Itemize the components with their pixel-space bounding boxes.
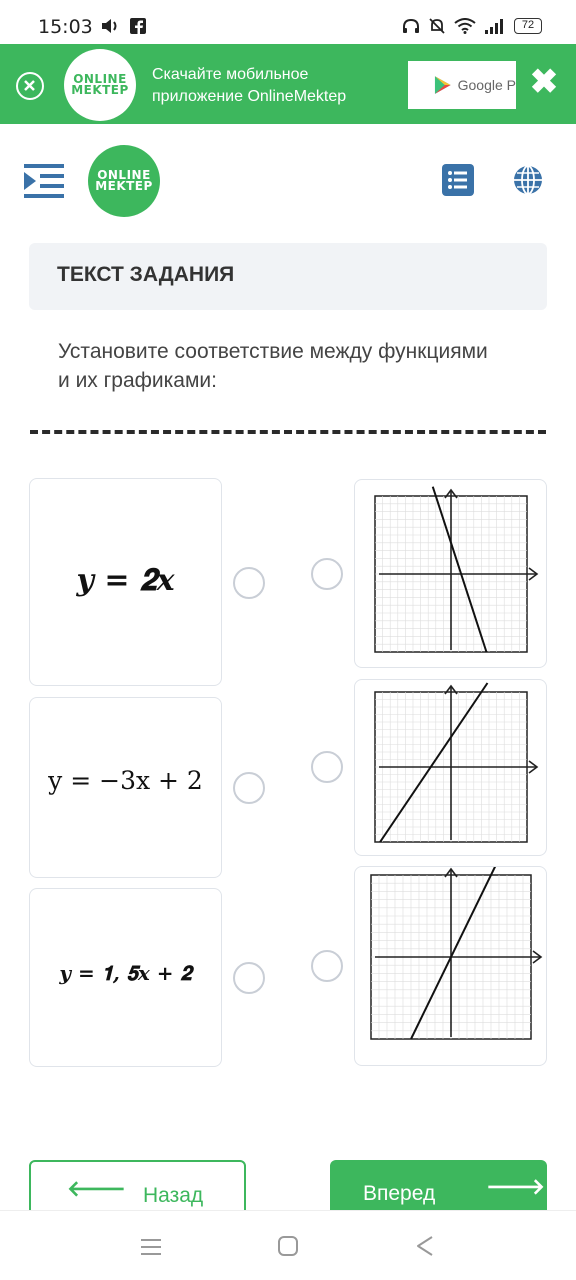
- bell-muted-icon: [428, 17, 446, 35]
- formula-radio-2[interactable]: [233, 772, 265, 804]
- graph-card-2[interactable]: [354, 679, 547, 856]
- home-icon[interactable]: [277, 1235, 299, 1257]
- status-bar: [0, 0, 576, 44]
- back-nav-icon[interactable]: [414, 1235, 436, 1257]
- system-nav-bar: [0, 1210, 576, 1280]
- next-label: Вперед: [363, 1182, 436, 1205]
- formula-label: y = −3x + 2: [48, 766, 203, 795]
- header-logo[interactable]: [88, 145, 160, 217]
- formula-radio-1[interactable]: [233, 567, 265, 599]
- formula-label: 𝒚 = 𝟏, 𝟓𝒙 + 𝟐: [59, 961, 192, 985]
- app-banner: [0, 44, 576, 124]
- task-header-title: ТЕКСТ ЗАДАНИЯ: [57, 263, 235, 286]
- formula-card-2[interactable]: [29, 697, 222, 878]
- battery-icon: 72: [514, 18, 542, 34]
- divider: [30, 430, 546, 434]
- formula-card-1[interactable]: [29, 478, 222, 686]
- logo-line2: MEKTEP: [95, 179, 153, 193]
- logo-line2: MEKTEP: [71, 83, 129, 97]
- menu-icon[interactable]: [24, 162, 64, 200]
- formula-card-3[interactable]: [29, 888, 222, 1067]
- logo-line1: ONLINE: [73, 72, 127, 86]
- header: [0, 124, 576, 234]
- graph-radio-2[interactable]: [311, 751, 343, 783]
- status-time: 15:03: [38, 16, 93, 38]
- back-button[interactable]: [29, 1160, 246, 1216]
- close-icon: [18, 74, 42, 98]
- wifi-icon: [454, 18, 476, 34]
- banner-text: Скачайте мобильное приложение OnlineMektep: [152, 66, 347, 105]
- google-play-icon: [434, 75, 452, 95]
- banner-close-button[interactable]: ✖: [529, 63, 559, 101]
- banner-logo: [64, 49, 136, 121]
- graph-radio-3[interactable]: [311, 950, 343, 982]
- facebook-icon: [130, 18, 146, 34]
- banner-dismiss-button[interactable]: [16, 72, 44, 100]
- graph-2: [355, 680, 548, 857]
- graph-card-1[interactable]: [354, 479, 547, 668]
- graph-3: [355, 867, 548, 1067]
- google-play-button[interactable]: [408, 61, 516, 109]
- headphones-icon: [402, 18, 420, 34]
- arrow-left-icon: 🡐: [67, 1176, 126, 1201]
- next-button[interactable]: [330, 1160, 547, 1216]
- task-text: Установите соответствие между функциями и их графиками:: [58, 340, 488, 392]
- list-icon[interactable]: [442, 164, 474, 196]
- graph-card-3[interactable]: [354, 866, 547, 1066]
- status-right-icons: [402, 17, 542, 35]
- recent-apps-icon[interactable]: [140, 1237, 162, 1257]
- signal-icon: [484, 18, 506, 34]
- graph-radio-1[interactable]: [311, 558, 343, 590]
- logo-line1: ONLINE: [97, 168, 151, 182]
- globe-icon[interactable]: [512, 164, 544, 196]
- formula-radio-3[interactable]: [233, 962, 265, 994]
- store-label: Google P: [457, 77, 516, 93]
- graph-1: [355, 480, 548, 669]
- back-label: Назад: [143, 1184, 204, 1207]
- formula-label: 𝒚 = 𝟐𝒙: [76, 563, 175, 598]
- status-left-icons: [100, 18, 146, 34]
- task-header: [29, 243, 547, 310]
- arrow-right-icon: 🡒: [486, 1174, 545, 1199]
- speaker-icon: [100, 18, 120, 34]
